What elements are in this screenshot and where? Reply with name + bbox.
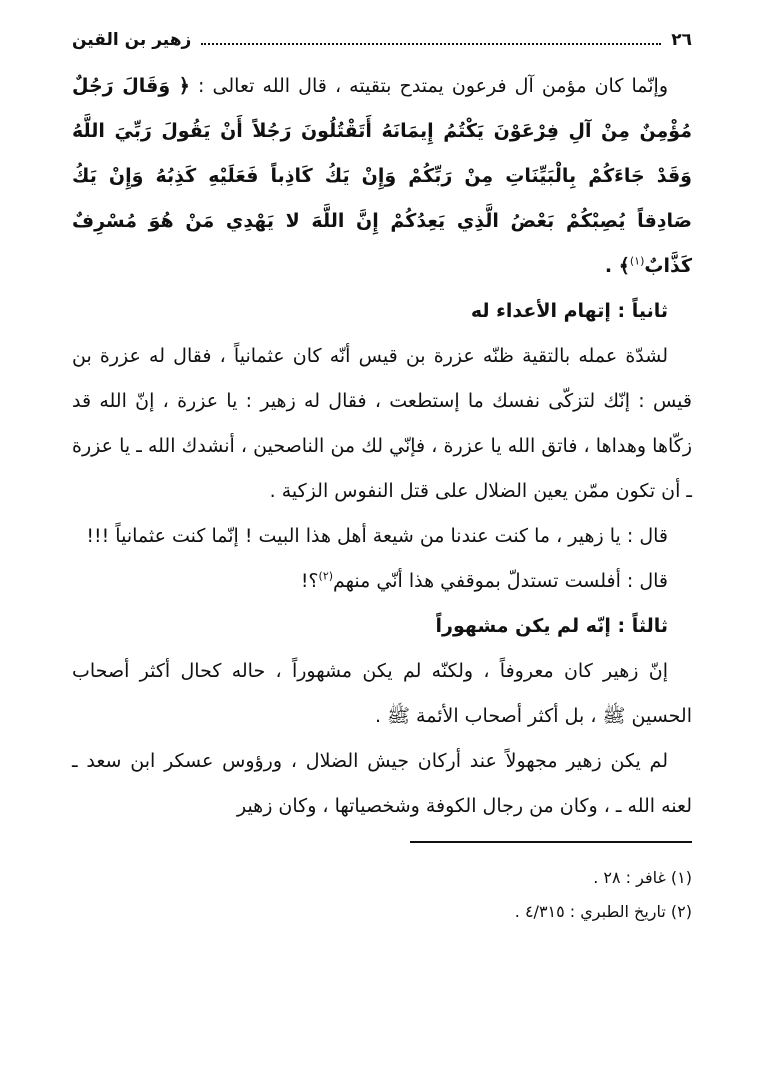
paragraph-azra-reply: قال : يا زهير ، ما كنت عندنا من شيعة أهل هذا البيت ! إنّما كنت عثمانياً !!! xyxy=(86,525,668,547)
footnote-ref-2: (٢) xyxy=(318,569,334,583)
footnote-ref-1: (١) xyxy=(629,254,645,268)
quran-verse: ﴿ وَقَالَ رَجُلٌ مُؤْمِنٌ مِنْ آلِ فِرْعَوْنَ يَكْتُمُ إِيمَانَهُ أَتَقْتُلُونَ رَجُلاً أَنْ يَقُولَ رَبِّيَ اللَّهُ وَقَدْ جَاءَكُمْ بِالْبَيِّنَاتِ مِنْ رَبِّكُمْ وَإِنْ يَكُ كَاذِباً فَعَلَيْهِ كَذِبُهُ وَإِنْ يَكُ صَادِقاً يُصِبْكُمْ بَعْضُ الَّذِي يَعِدُكُمْ إِنَّ اللَّهَ لا يَهْدِي مَنْ هُوَ مُسْرِفٌ كَذَّابٌ xyxy=(72,75,692,277)
zuhair-reply-text: قال : أفلست تستدلّ بموقفي هذا أنّي منهم xyxy=(333,570,668,592)
zuhair-reply-end: ؟! xyxy=(300,570,319,592)
quran-close: ﴾ . xyxy=(604,255,630,277)
header-dots xyxy=(201,43,661,45)
section-heading-second: ثانياً : إتهام الأعداء له xyxy=(470,300,668,322)
paragraph-known: إنّ زهير كان معروفاً ، ولكنّه لم يكن مشهوراً ، حاله كحال أكثر أصحاب الحسين ﷺ ، بل أكثر أصحاب الأئمة ﷺ . xyxy=(72,660,692,727)
paragraph-quran xyxy=(72,64,692,289)
paragraph-not-unknown: لم يكن زهير مجهولاً عند أركان جيش الضلال ، ورؤوس عسكر ابن سعد ـ لعنه الله ـ ، وكان من رجال الكوفة وشخصياتها ، وكان زهير xyxy=(72,750,692,817)
page-number: ٢٦ xyxy=(671,30,692,50)
main-text xyxy=(72,64,692,829)
paragraph-zuhair-reply xyxy=(72,559,692,604)
footnote-1: (١) غافر : ٢٨ . xyxy=(593,868,692,887)
page-header xyxy=(72,30,692,64)
section-heading-third: ثالثاً : إنّه لم يكن مشهوراً xyxy=(435,615,668,637)
footnote-divider xyxy=(410,841,692,843)
footnotes xyxy=(72,861,692,929)
running-title: زهير بن القين xyxy=(72,30,192,50)
footnote-2: (٢) تاريخ الطبري : ٤/٣١٥ . xyxy=(514,902,692,921)
paragraph-azra: لشدّة عمله بالتقية ظنّه عزرة بن قيس أنّه كان عثمانياً ، فقال له عزرة بن قيس : إنّك لتزكّى نفسك ما إستطعت ، فقال له زهير : يا عزرة ، إنّ الله قد زكّاها وهداها ، فاتق الله يا عزرة ، فإنّي لك من الناصحين ، أنشدك الله ـ يا عزرة ـ أن تكون ممّن يعين الضلال على قتل النفوس الزكية . xyxy=(72,345,692,502)
paragraph-intro: وإنّما كان مؤمن آل فرعون يمتدح بتقيته ، قال الله تعالى : xyxy=(189,75,668,97)
